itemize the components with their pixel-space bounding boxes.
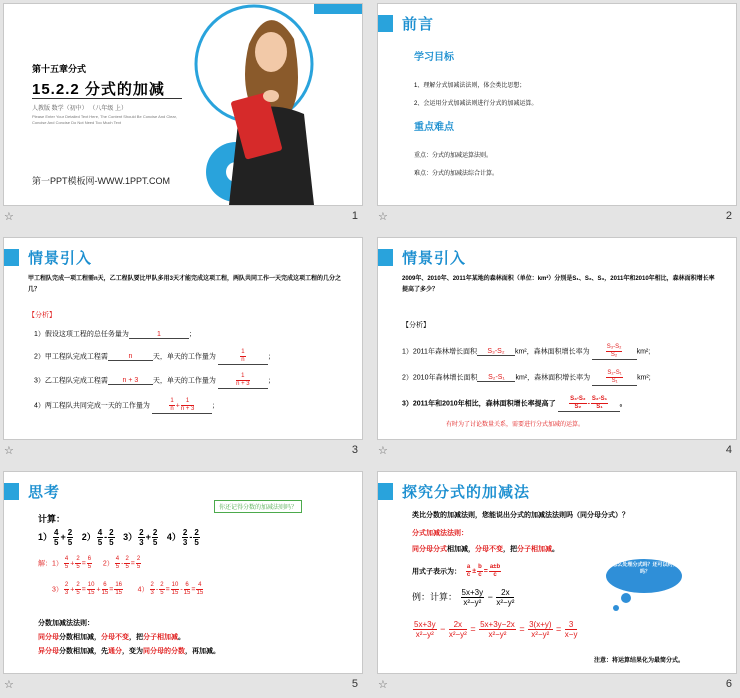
goal-title: 学习目标 [414, 52, 454, 63]
key-item: 难点：分式的加减法综合计算。 [414, 171, 499, 177]
analysis-step-3: 3）2011年和2010年相比，森林面积增长率提高了 $\frac{\text{S₃-S₂}}{\text{S₂}}$ - $\frac{\text{S₂-S₁}}{\text{S₁}}$ 。 [402, 396, 627, 410]
problem-text: 甲工程队完成一项工程需n天，乙工程队要比甲队多用3天才能完成这项工程，两队共同工作一天完成这项工程的几分之几？ [28, 276, 342, 293]
edition-meta: 人教版 数学（初中） （八年级 上） [32, 106, 128, 112]
slide-header [4, 248, 264, 268]
solution-row: $\frac{5x+3y}{\text{x²−y²}}$ − $\frac{2x}{\text{x²−y²}}$ = $\frac{5x+3y-2x}{\text{x²−y²}}$ = $\frac{3(x+y)}{\text{x²−y²}}$ = $\frac{3}{x-y}$ [414, 620, 578, 639]
slide-number: 5 [351, 678, 358, 690]
question-4: 4）两工程队共同完成一天的工作量为 $\frac{1}{n}$ + $\frac{1}{n + 3}$ ； [34, 398, 219, 412]
analysis-step-1: 1）2011年森林增长面积 S₃-S₂ km²，森林面积增长率为 $\frac{\text{S₃-S₂}}{\text{S₂}}$ km²; [402, 344, 651, 358]
goal-item: 1、理解分式加减法法则，体会类比思想； [414, 83, 526, 89]
analysis-step-2: 2）2010年森林增长面积 S₂-S₁ km²，森林面积增长率为 $\frac{\text{S₂-S₁}}{\text{S₁}}$ km²; [402, 370, 651, 384]
slide-3-thumbnail[interactable] [4, 238, 362, 439]
slide-5-thumbnail[interactable] [4, 472, 362, 673]
calc-problems: 1） $\frac{4}{5}$ + $\frac{2}{5}$ 2） $\frac{4}{5}$ - $\frac{2}{5}$ 3） $\frac{2}{3}$ + $\frac{2}{5}$ 4） $\frac{2}{3}$ - $\frac{2}{5}$ [38, 528, 199, 547]
slide-number: 2 [725, 210, 732, 222]
slide-number: 6 [725, 678, 732, 690]
star-icon[interactable]: ☆ [378, 445, 388, 457]
solution-row-1: 解：1） $\frac{4}{5}$ + $\frac{2}{5}$ = $\frac{6}{5}$ 2） $\frac{4}{5}$ - $\frac{2}{5}$ = $\frac{2}{5}$ [38, 556, 141, 570]
slide-header [378, 248, 638, 268]
star-icon[interactable]: ☆ [4, 211, 14, 223]
header-title: 情景引入 [28, 250, 93, 267]
slide-header [378, 482, 638, 502]
rule-title: 分式加减法法则： [412, 530, 468, 537]
rule-text: 同分母分式相加减，分母不变，把分子相加减。 [412, 546, 559, 553]
analysis-label: 【分析】 [402, 322, 430, 329]
slide-1-thumbnail[interactable] [4, 4, 362, 205]
header-title: 探究分式的加减法 [402, 484, 531, 501]
slide-1-footer [4, 206, 362, 230]
header-title: 思考 [28, 484, 61, 501]
header-title: 前言 [402, 16, 435, 33]
star-icon[interactable]: ☆ [378, 211, 388, 223]
calc-title: 计算： [38, 514, 66, 524]
slide-6-thumbnail[interactable] [378, 472, 736, 673]
note-text: 注意：将运算结果化为最简分式。 [594, 658, 685, 664]
question-text: 类比分数的加减法则，您能说出分式的加减法法则吗（同分母分式）？ [412, 512, 629, 519]
chapter-label: 第十五章分式 [32, 64, 87, 74]
slide-3-footer [4, 440, 362, 464]
star-icon[interactable]: ☆ [4, 445, 14, 457]
slide-2-footer [378, 206, 736, 230]
slide-4-footer [378, 440, 736, 464]
example-row: 例：计算： $\frac{5x+3y}{\text{x²−y²}}$ − $\frac{2x}{\text{x²−y²}}$ [412, 588, 515, 607]
header-title: 情景引入 [402, 250, 467, 267]
rule-1: 同分母分数相加减，分母不变，把分子相加减。 [38, 634, 185, 641]
formula-row: 用式子表示为： $\frac{a}{c}$ ± $\frac{b}{c}$ = $\frac{a\pm b}{c}$ [412, 564, 501, 578]
rule-2: 异分母分数相加减，先通分，变为同分母的分数，再加减。 [38, 648, 220, 655]
slide-title: 15.2.2 分式的加减 [32, 81, 165, 98]
problem-text: 2009年、2010年、2011年某地的森林面积（单位：km²）分别是S₁、S₂、S₃，2011年和2010年相比，森林面积增长率提高了多少？ [402, 276, 715, 293]
slide-5-footer [4, 674, 362, 698]
solution-row-2: 3） $\frac{2}{3}$ + $\frac{2}{5}$ = $\frac{10}{15}$ + $\frac{6}{15}$ = $\frac{16}{15}$ 4） $\frac{2}{3}$ - $\frac{2}{5}$ = $\frac{10}{15}$ - $\frac{6}{15}$ = $\frac{4}{15}$ [52, 582, 204, 596]
question-2: 2）甲工程队完成工程需 n 天，单天的工作量为 $\frac{1}{n}$ ； [34, 349, 275, 363]
hint-bubble: 你还记得分数的加减法则吗？ [214, 500, 302, 513]
slide-header [378, 14, 638, 34]
slide-2-thumbnail[interactable] [378, 4, 736, 205]
note-text: 有时为了讨论数量关系，需要进行分式加减的运算。 [446, 422, 585, 428]
goal-item: 2、会运用分式加减法则进行分式的加减运算。 [414, 101, 538, 107]
slide-4-thumbnail[interactable] [378, 238, 736, 439]
english-placeholder: Please Enter Your Detailed Text Here, The Content Should Be Concise And Clear, Concise And Concise Do Not Need Too Much Text [32, 114, 177, 125]
rule-title: 分数加减法法则： [38, 620, 94, 627]
cloud-text: 怎么处理分式吗？还可以约分吗？ [612, 562, 678, 575]
star-icon[interactable]: ☆ [378, 679, 388, 691]
question-1: 1）假设这项工程的总任务量为 1 ； [34, 331, 196, 338]
slide-number: 3 [351, 444, 358, 456]
slide-6-footer [378, 674, 736, 698]
analysis-label: 【分析】 [28, 312, 56, 319]
question-3: 3）乙工程队完成工程需 n + 3 天，单天的工作量为 $\frac{1}{n + 3}$ ； [34, 373, 275, 387]
key-title: 重点难点 [414, 122, 454, 133]
answer-blank: 1 [129, 331, 189, 339]
slide-number: 1 [351, 210, 358, 222]
slide-number: 4 [725, 444, 732, 456]
student-illustration [219, 4, 319, 205]
star-icon[interactable]: ☆ [4, 679, 14, 691]
key-item: 重点：分式的加减运算法则。 [414, 153, 493, 159]
slide-header [4, 482, 264, 502]
brand-text: 第一PPT模板网-WWW.1PPT.COM [32, 176, 170, 186]
